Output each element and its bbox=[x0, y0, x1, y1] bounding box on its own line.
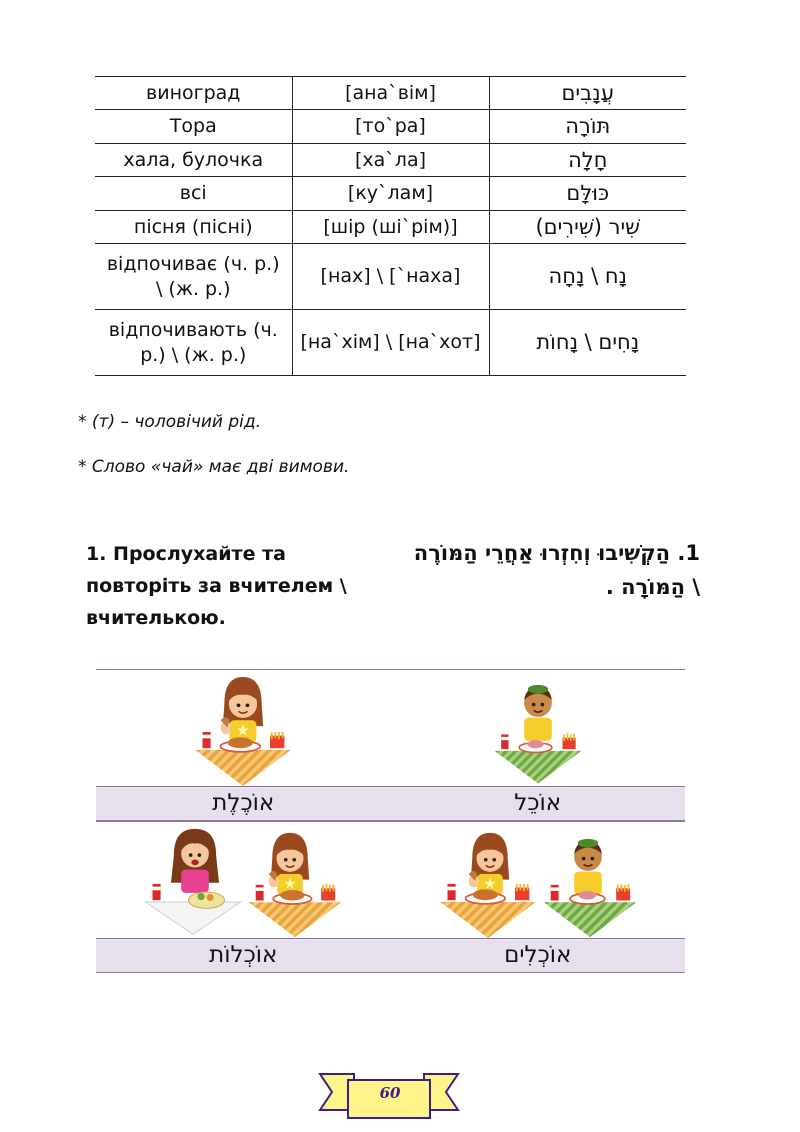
vocabulary-table bbox=[95, 76, 686, 376]
vocab-hebrew: כּוּלָּם bbox=[489, 177, 686, 211]
vocab-transliteration: [шір (ші`рім)] bbox=[292, 211, 489, 244]
picture-row-singular bbox=[96, 669, 685, 786]
vocab-ukrainian: пісня (пісні) bbox=[95, 211, 292, 244]
vocab-transliteration: [на`хім] \ [на`хот] bbox=[292, 310, 489, 376]
vocab-ukrainian: відпочиває (ч. р.) \ (ж. р.) bbox=[95, 244, 292, 310]
verb-label-eats-masculine: אוֹכֵל bbox=[514, 790, 562, 816]
vocab-hebrew: עֲנָבִים bbox=[489, 77, 686, 110]
boy-eating-picture bbox=[391, 670, 686, 786]
footnote-tea: * Слово «чай» має дві вимови. bbox=[78, 457, 350, 477]
page-number: 60 bbox=[379, 1084, 401, 1102]
vocab-ukrainian: хала, булочка bbox=[95, 144, 292, 177]
girl-eating-picture bbox=[96, 670, 391, 786]
vocab-hebrew: שִׁיר (שִׁירִים) bbox=[489, 211, 686, 244]
vocab-ukrainian: всі bbox=[95, 177, 292, 211]
vocab-row bbox=[95, 177, 686, 211]
vocab-hebrew: נָח \ נָחָה bbox=[489, 244, 686, 310]
vocab-transliteration: [ку`лам] bbox=[292, 177, 489, 211]
label-row-plural bbox=[96, 938, 685, 973]
vocab-transliteration: [ха`ла] bbox=[292, 144, 489, 177]
vocab-row bbox=[95, 77, 686, 110]
label-row-singular bbox=[96, 786, 685, 821]
vocab-transliteration: [нах] \ [`наха] bbox=[292, 244, 489, 310]
vocab-row bbox=[95, 110, 686, 144]
verb-label-eats-feminine: אוֹכֶלֶת bbox=[212, 790, 275, 816]
vocab-row bbox=[95, 310, 686, 376]
verb-label-eat-feminine-plural: אוֹכְלוֹת bbox=[209, 942, 278, 968]
task-instruction-ukrainian: 1. Прослухайте та повторіть за вчителем \ вчителькою. bbox=[86, 543, 347, 629]
vocab-transliteration: [ана`вім] bbox=[292, 77, 489, 110]
footnote-gender: * (т) – чоловічий рід. bbox=[78, 412, 262, 432]
vocab-ukrainian: виноград bbox=[95, 77, 292, 110]
vocab-hebrew: נָחִים \ נָחוֹת bbox=[489, 310, 686, 376]
verb-picture-table bbox=[96, 669, 685, 973]
vocab-hebrew: תּוֹרָה bbox=[489, 110, 686, 144]
picture-row-plural bbox=[96, 821, 685, 938]
girls-eating-picture bbox=[96, 822, 391, 938]
task-instruction-hebrew: 1. הַקְשִׁיבוּ וְחִזְרוּ אַחֲרֵי הַמּוֹרֶה \ הַמּוֹרָה . bbox=[413, 541, 700, 599]
vocab-row bbox=[95, 144, 686, 177]
vocab-row bbox=[95, 244, 686, 310]
vocab-hebrew: חָלָה bbox=[489, 144, 686, 177]
vocab-ukrainian: відпочивають (ч. р.) \ (ж. р.) bbox=[95, 310, 292, 376]
verb-label-eat-masculine-plural: אוֹכְלִים bbox=[504, 942, 572, 968]
vocab-transliteration: [то`ра] bbox=[292, 110, 489, 144]
vocab-row bbox=[95, 211, 686, 244]
vocab-ukrainian: Тора bbox=[95, 110, 292, 144]
children-eating-picture bbox=[391, 822, 686, 938]
